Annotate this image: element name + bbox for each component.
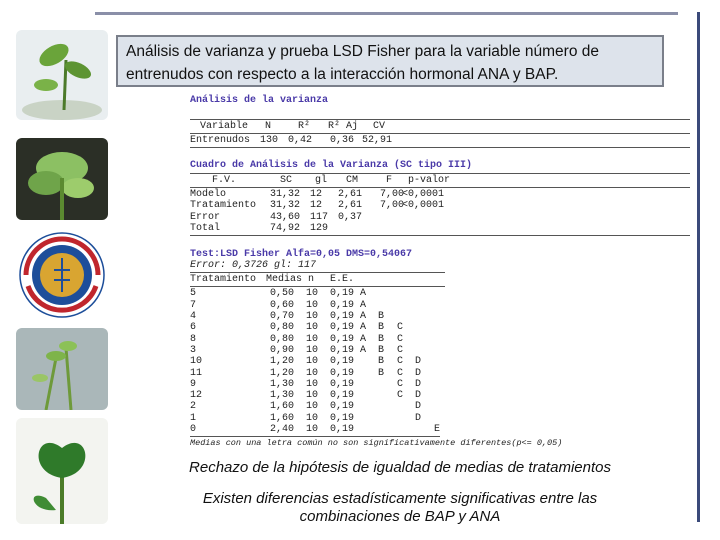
group-letter: D — [415, 390, 422, 402]
conclusion-line-2: Existen diferencias estadísticamente significativas entre las — [202, 490, 598, 507]
group-letter: A — [360, 299, 367, 311]
group-letter: C — [397, 367, 404, 379]
group-letter: A — [360, 322, 367, 334]
group-letter: B — [378, 344, 385, 356]
lsd-header-row: Tratamiento Medias n E.E. — [190, 274, 355, 286]
group-letter: D — [415, 378, 422, 390]
slide-title: Análisis de varianza y prueba LSD Fisher para la variable número de entrenudos con respecto a la interacción hormonal ANA y BAP. — [116, 35, 664, 87]
lsd-heading: Test:LSD Fisher Alfa=0,05 DMS=0,54067 — [190, 248, 413, 260]
group-letter: B — [378, 322, 385, 334]
lsd-row: 0 2,40 10 0,19 E — [190, 424, 441, 436]
lsd-row: 6 0,80 10 0,19 A B C — [190, 322, 404, 334]
conclusion-line-1: Rechazo de la hipótesis de igualdad de medias de tratamientos — [189, 459, 611, 476]
lsd-footnote: Medias con una letra común no son significativamente diferentes(p<= 0,05) — [190, 438, 563, 449]
anova-heading: Análisis de la varianza — [190, 95, 329, 106]
group-letter: B — [378, 367, 385, 379]
anova-table-row: Modelo 31,32 12 2,61 7,00 <0,0001 — [190, 189, 445, 201]
group-letter: C — [397, 356, 404, 368]
plant-photo-2 — [16, 138, 108, 220]
group-letter: A — [360, 288, 367, 300]
conclusion-line-3: combinaciones de BAP y ANA — [299, 508, 501, 525]
anova-table-heading: Cuadro de Análisis de la Varianza (SC tipo III) — [190, 160, 473, 172]
group-letter: E — [434, 424, 441, 436]
right-rule — [697, 12, 700, 522]
plant-photo-3 — [16, 328, 108, 410]
group-letter: A — [360, 344, 367, 356]
group-letter: D — [415, 356, 422, 368]
anova-table-row: Error 43,60 117 0,37 — [190, 211, 363, 223]
group-letter: B — [378, 311, 385, 323]
lsd-row: 11 1,20 10 0,19 B C D — [190, 367, 422, 379]
anova-table-row: Tratamiento 31,32 12 2,61 7,00 <0,0001 — [190, 200, 445, 212]
group-letter: C — [397, 333, 404, 345]
group-letter: C — [397, 322, 404, 334]
group-letter: C — [397, 390, 404, 402]
lsd-row: 2 1,60 10 0,19 D — [190, 401, 422, 413]
lsd-row: 9 1,30 10 0,19 C D — [190, 378, 422, 390]
group-letter: B — [378, 356, 385, 368]
lsd-row: 8 0,80 10 0,19 A B C — [190, 333, 404, 345]
plant-photo-1 — [16, 30, 108, 120]
group-letter: A — [360, 333, 367, 345]
lsd-row: 10 1,20 10 0,19 B C D — [190, 356, 422, 368]
anova-table-row: Total 74,92 129 — [190, 222, 329, 234]
summary-data-row: Entrenudos 130 0,42 0,36 52,91 — [190, 134, 393, 146]
lsd-error-line: Error: 0,3726 gl: 117 — [190, 259, 317, 271]
anova-table-header: F.V. SC gl CM F p-valor — [212, 174, 451, 186]
group-letter: D — [415, 367, 422, 379]
group-letter: C — [397, 344, 404, 356]
group-letter: D — [415, 412, 422, 424]
summary-header-row: Variable N R² R² Aj CV — [200, 120, 386, 132]
group-letter: C — [397, 378, 404, 390]
group-letter: B — [378, 333, 385, 345]
stats-output — [190, 95, 690, 449]
lsd-row: 5 0,50 10 0,19 A — [190, 288, 367, 300]
lsd-row: 1 1,60 10 0,19 D — [190, 412, 422, 424]
lsd-row: 4 0,70 10 0,19 A B — [190, 311, 385, 323]
sidebar-images — [16, 30, 108, 530]
biotech-logo — [16, 220, 108, 330]
group-letter: D — [415, 401, 422, 413]
lsd-row: 12 1,30 10 0,19 C D — [190, 390, 422, 402]
plant-photo-4 — [16, 418, 108, 524]
lsd-row: 3 0,90 10 0,19 A B C — [190, 344, 404, 356]
lsd-row: 7 0,60 10 0,19 A — [190, 299, 367, 311]
group-letter: A — [360, 311, 367, 323]
top-rule — [95, 12, 678, 15]
